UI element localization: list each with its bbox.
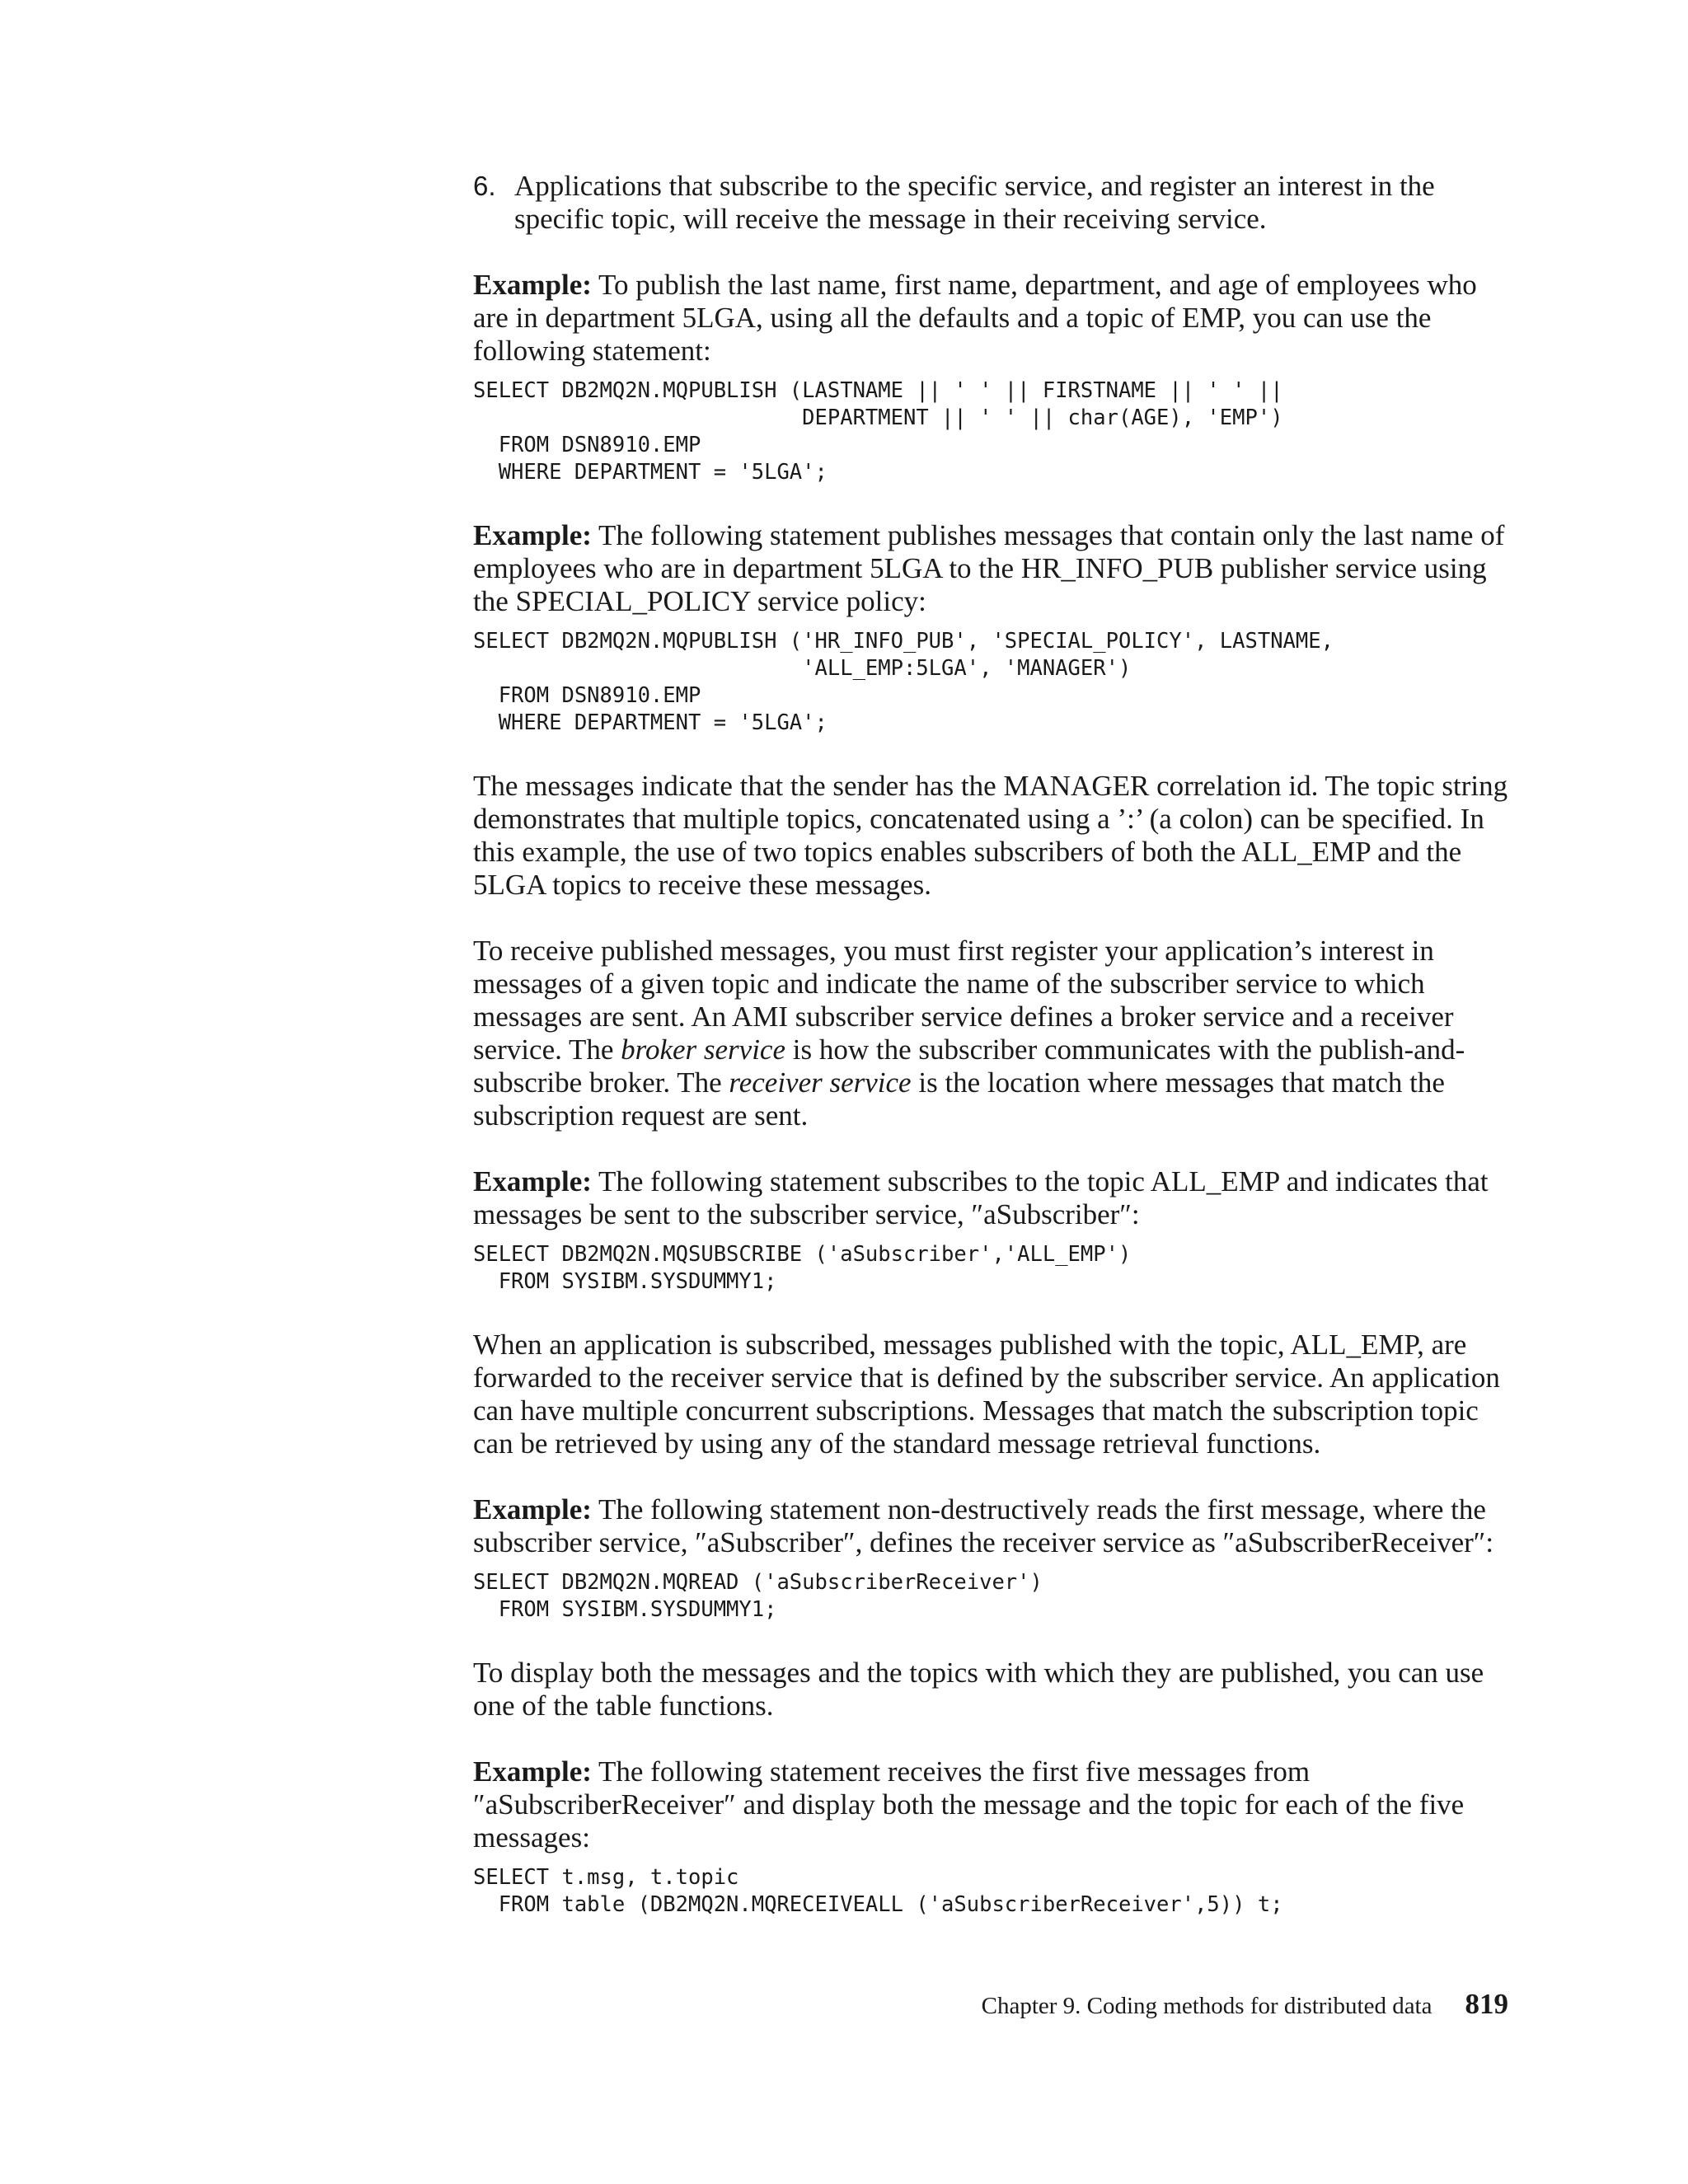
receive-paragraph bbox=[473, 935, 1512, 1132]
subscribed-paragraph: When an application is subscribed, messages published with the topic, ALL_EMP, are forwarded to the receiver service that is defined by the subscriber service. An application can have multiple concurrent subscriptions. Messages that match the subscription topic can be retrieved by using any of the standard message retrieval functions. bbox=[473, 1329, 1500, 1460]
example-label: Example: bbox=[473, 519, 592, 551]
code-block-3: SELECT DB2MQ2N.MQSUBSCRIBE ('aSubscriber','ALL_EMP') FROM SYSIBM.SYSDUMMY1; bbox=[473, 1242, 1132, 1294]
manager-paragraph: The messages indicate that the sender has the MANAGER correlation id. The topic string demonstrates that multiple topics, concatenated using a ’:’ (a colon) can be specified. In this example, the use of two topics enables subscribers of both the ALL_EMP and the 5LGA topics to receive these messages. bbox=[473, 770, 1508, 901]
example-3-paragraph bbox=[473, 1165, 1512, 1231]
example-1-text: To publish the last name, first name, department, and age of employees who are in department 5LGA, using all the defaults and a topic of EMP, you can use the following statement: bbox=[473, 269, 1477, 367]
list-number: 6. bbox=[473, 171, 496, 201]
term-receiver-service: receiver service bbox=[729, 1066, 912, 1099]
example-label: Example: bbox=[473, 1493, 592, 1526]
code-block-1: SELECT DB2MQ2N.MQPUBLISH (LASTNAME || ' ' || FIRSTNAME || ' ' || DEPARTMENT || ' ' || char(AGE), 'EMP') FROM DSN8910.EMP WHERE DEPARTMENT = '5LGA'; bbox=[473, 378, 1283, 485]
example-5-paragraph bbox=[473, 1755, 1512, 1854]
list-item bbox=[473, 170, 1512, 236]
example-2-paragraph bbox=[473, 519, 1512, 618]
example-label: Example: bbox=[473, 1755, 592, 1788]
page-footer bbox=[948, 1988, 1508, 2021]
code-block-2: SELECT DB2MQ2N.MQPUBLISH ('HR_INFO_PUB', 'SPECIAL_POLICY', LASTNAME, 'ALL_EMP:5LGA', 'MANAGER') FROM DSN8910.EMP WHERE DEPARTMENT = '5LGA'; bbox=[473, 629, 1334, 735]
list-item-text: Applications that subscribe to the specific service, and register an interest in the specific topic, will receive the message in their receiving service. bbox=[514, 170, 1435, 235]
display-paragraph: To display both the messages and the topics with which they are published, you can use one of the table functions. bbox=[473, 1657, 1484, 1722]
example-4-paragraph bbox=[473, 1493, 1512, 1559]
receive-text-1: To receive published messages, you must first register your application’s interest in messages of a given topic and indicate the name of the subscriber service to which messages are sent. An AMI subscriber service defines a broker service and a receiver service. The bbox=[473, 935, 1454, 1066]
receive-text-3: is the location where messages that match the subscription request are sent. bbox=[473, 1066, 1445, 1132]
page-number: 819 bbox=[1465, 1988, 1508, 2020]
example-4-text: The following statement non-destructively reads the first message, where the subscriber service, ″aSubscriber″, defines the receiver service as ″aSubscriberReceiver″: bbox=[473, 1493, 1494, 1558]
footer-chapter-title: Chapter 9. Coding methods for distributed data bbox=[981, 1993, 1432, 2019]
example-3-text: The following statement subscribes to the topic ALL_EMP and indicates that messages be sent to the subscriber service, ″aSubscriber″: bbox=[473, 1165, 1489, 1230]
code-block-4: SELECT DB2MQ2N.MQREAD ('aSubscriberReceiver') FROM SYSIBM.SYSDUMMY1; bbox=[473, 1570, 1043, 1622]
page-content bbox=[473, 170, 1512, 1919]
example-5-text: The following statement receives the first five messages from ″aSubscriberReceiver″ and display both the message and the topic for each of the five messages: bbox=[473, 1755, 1465, 1854]
receive-text-2: is how the subscriber communicates with the publish-and-subscribe broker. The bbox=[473, 1033, 1465, 1099]
example-label: Example: bbox=[473, 1165, 592, 1197]
example-2-text: The following statement publishes messages that contain only the last name of employees who are in department 5LGA to the HR_INFO_PUB publisher service using the SPECIAL_POLICY service policy: bbox=[473, 519, 1505, 617]
term-broker-service: broker service bbox=[621, 1033, 786, 1066]
example-label: Example: bbox=[473, 269, 592, 301]
example-1-paragraph bbox=[473, 269, 1512, 368]
code-block-5: SELECT t.msg, t.topic FROM table (DB2MQ2N.MQRECEIVEALL ('aSubscriberReceiver',5)) t; bbox=[473, 1865, 1283, 1917]
